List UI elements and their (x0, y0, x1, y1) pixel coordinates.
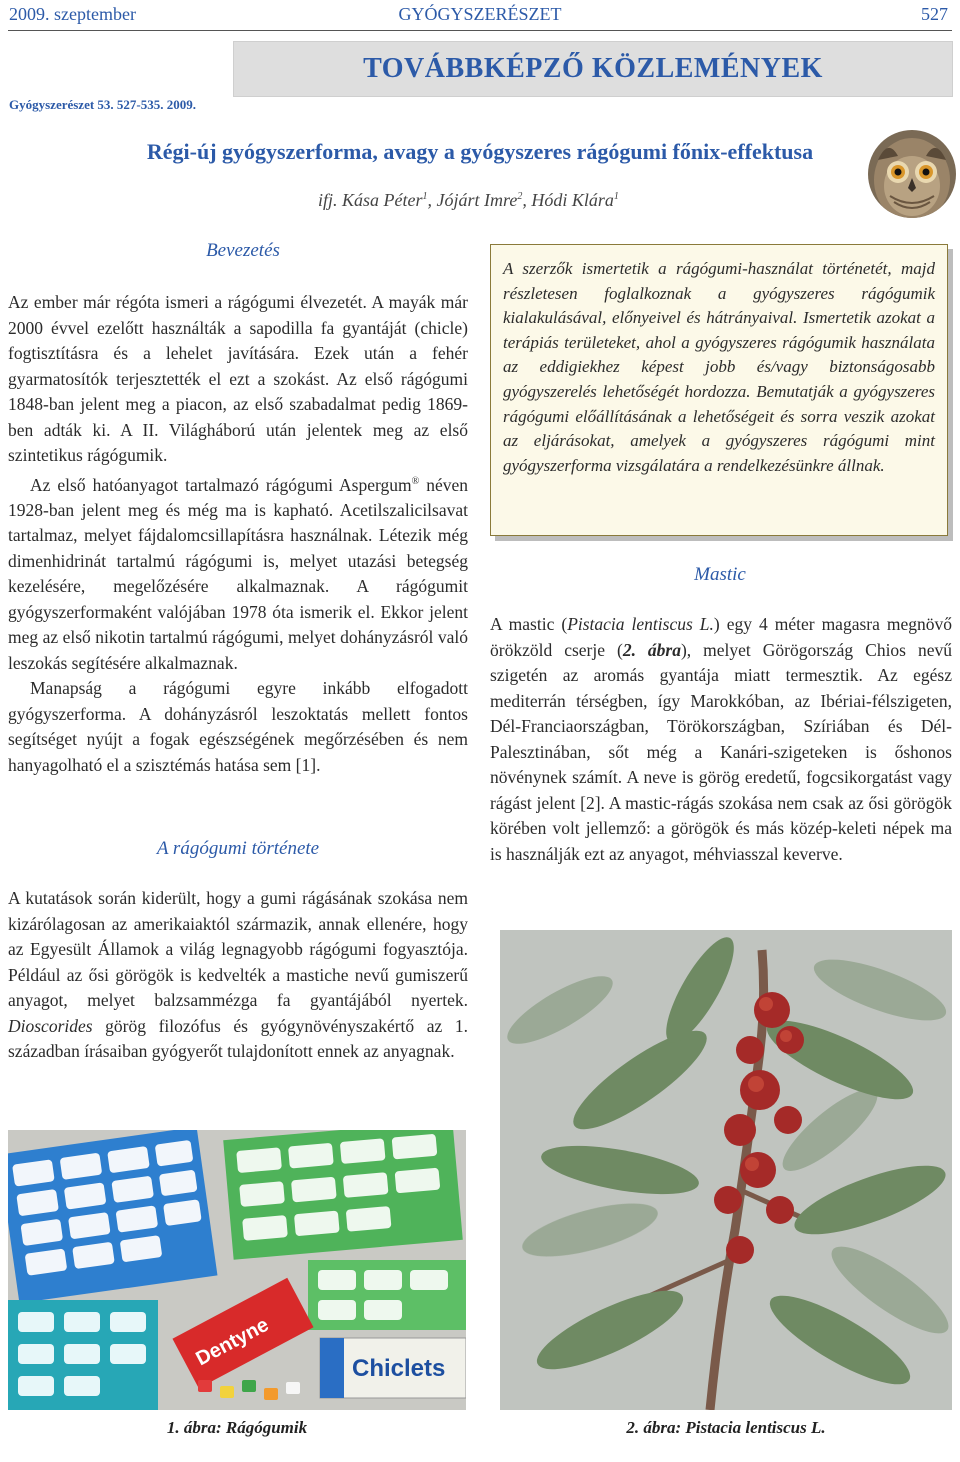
mastic-text (490, 612, 952, 867)
header-rule (8, 30, 952, 31)
author-line: ifj. Kása Péter$^1$, Jójárt Imre$^2$, Hódi Klára$^1$ (318, 190, 619, 210)
dentyne-brand: Dentyne (192, 1313, 273, 1371)
owl-photo-icon (868, 130, 956, 218)
intro-heading: Bevezetés (206, 240, 280, 261)
running-date: 2009. szeptember (9, 4, 136, 24)
history-heading: A rágógumi története (156, 838, 320, 859)
abstract-box: A szerzők ismertetik a rágógumi-használat történetét, majd részletesen foglalkoznak a gyógyszeres rágógumik kialakulásával, előnyeivel és hátrányaival. Ismertetik azokat a terápiás területeket, ahol a gyógyszeres rágógumik használata az eddigiekhez képest jobb és/vagy biztonságosabb gyógyszerelés lehetőségét hordozza. Bemutatják a gyógyszeres rágógumi előállításának a lehetőségeit és sorra veszik azokat az eljárásokat, amelyek a gyógyszeres rágógumi mint gyógyszerforma vizsgálatára a rendelkezésünkre állnak. (490, 244, 948, 536)
author-name: Jójárt Imre (436, 190, 518, 210)
section-band-label: TOVÁBBKÉPZŐ KÖZLEMÉNYEK (363, 53, 823, 84)
author-name: ifj. Kása Péter (318, 190, 423, 210)
citation: Gyógyszerészet 53. 527-535. 2009. (9, 97, 197, 112)
history-text (8, 886, 468, 1065)
figure2-caption: 2. ábra: Pistacia lentiscus L. (626, 1418, 826, 1437)
mastic-plant-photo-icon (500, 930, 952, 1410)
article-title: Régi-új gyógyszerforma, avagy a gyógyszeres rágógumi főnix-effektusa (146, 139, 814, 164)
figure1-caption: 1. ábra: Rágógumik (166, 1418, 308, 1437)
intro-paragraph-1: Az ember már régóta ismeri a rágógumi élvezetét. A mayák már 2000 évvel ezelőtt használták a sapodilla fa gyantáját (chicle) fogtisztításra és a lehelet javítására. Ezek után a fehér gyarmatosítók terjesztették el ezt a szokást. Az első rágógumi 1848-ban jelent meg a piacon, az első szabadalmat pedig 1869-ben adták ki. A II. Világháború után jelentek meg az első szintetikus rágógumik. (8, 292, 468, 465)
author-name: Hódi Klára (531, 190, 614, 210)
mastic-paragraph: A mastic (Pistacia lentiscus L.) egy 4 méter magasra megnövő örökzöld cserje (2. ábra), melyet Görögország Chios nevű szigetén az aromás gyantája miatt termesztik. Az egész mediterrán térségben, így Marokkóban, az Ibériai-félszigeten, Dél-Franciaországban, Törökországban, Szíriában és Dél-Palesztinában, sőt még a Kanári-szigeteken is őshonos növénynek számít. A neve is görög eredetű, fogcsikorgatást vagy rágást jelent [2]. A mastic-rágás szokása nem csak az ősi görögök körében volt jellemző: a görögök és más közép-keleti népek ma is használják ezt az anyagot, méhviasszal keverve. (490, 614, 952, 864)
page-number: 527 (921, 4, 948, 24)
intro-text (8, 290, 468, 778)
intro-paragraph-3: Manapság a rágógumi egyre inkább elfogadott gyógyszerforma. A dohányzásról leszoktatás mellett fontos segítséget nyújt a fogak egészségének megőrzésében és nem hanyagolható el a szisztémás hatása sem [1]. (8, 678, 468, 775)
mastic-heading: Mastic (694, 564, 746, 585)
intro-paragraph-2: Az első hatóanyagot tartalmazó rágógumi Aspergum® néven 1928-ban jelent meg és még ma is kapható. Acetilszalicilsavat tartalmaz, melyet fájdalomcsillapításra használnak. Létezik még dimenhidrinát tartalmú rágógumi is, melyet utazási betegség kezelésére, megelőzésére alkalmaznak. A rágógumit gyógyszerformaként valójában 1978 óta ismerik el. Ekkor jelent meg az első nikotin tartalmú rágógumi, melyet dohányzásról való leszokás segítésére alkalmaznak. (8, 474, 468, 673)
running-journal: GYÓGYSZERÉSZET (398, 4, 562, 24)
section-band (233, 41, 953, 97)
chiclets-brand: Chiclets (352, 1355, 446, 1382)
chewing-gum-photo-icon (8, 1130, 466, 1410)
history-paragraph-1: A kutatások során kiderült, hogy a gumi rágásának szokása nem kizárólagosan az amerikaiaktól származik, annak ellenére, hogy az Egyesült Államok a világ legnagyobb rágógumi fogyasztója. Például az ősi görögök is kedvelték a mastiche nevű gumiszerű anyagot, melyet balzsammézga fa gyantájából nyertek. Dioscorides görög filozófus és gyógynövényszakértő az 1. században írásaiban gyógyerőt tulajdonított ennek az anyagnak. (8, 888, 468, 1061)
